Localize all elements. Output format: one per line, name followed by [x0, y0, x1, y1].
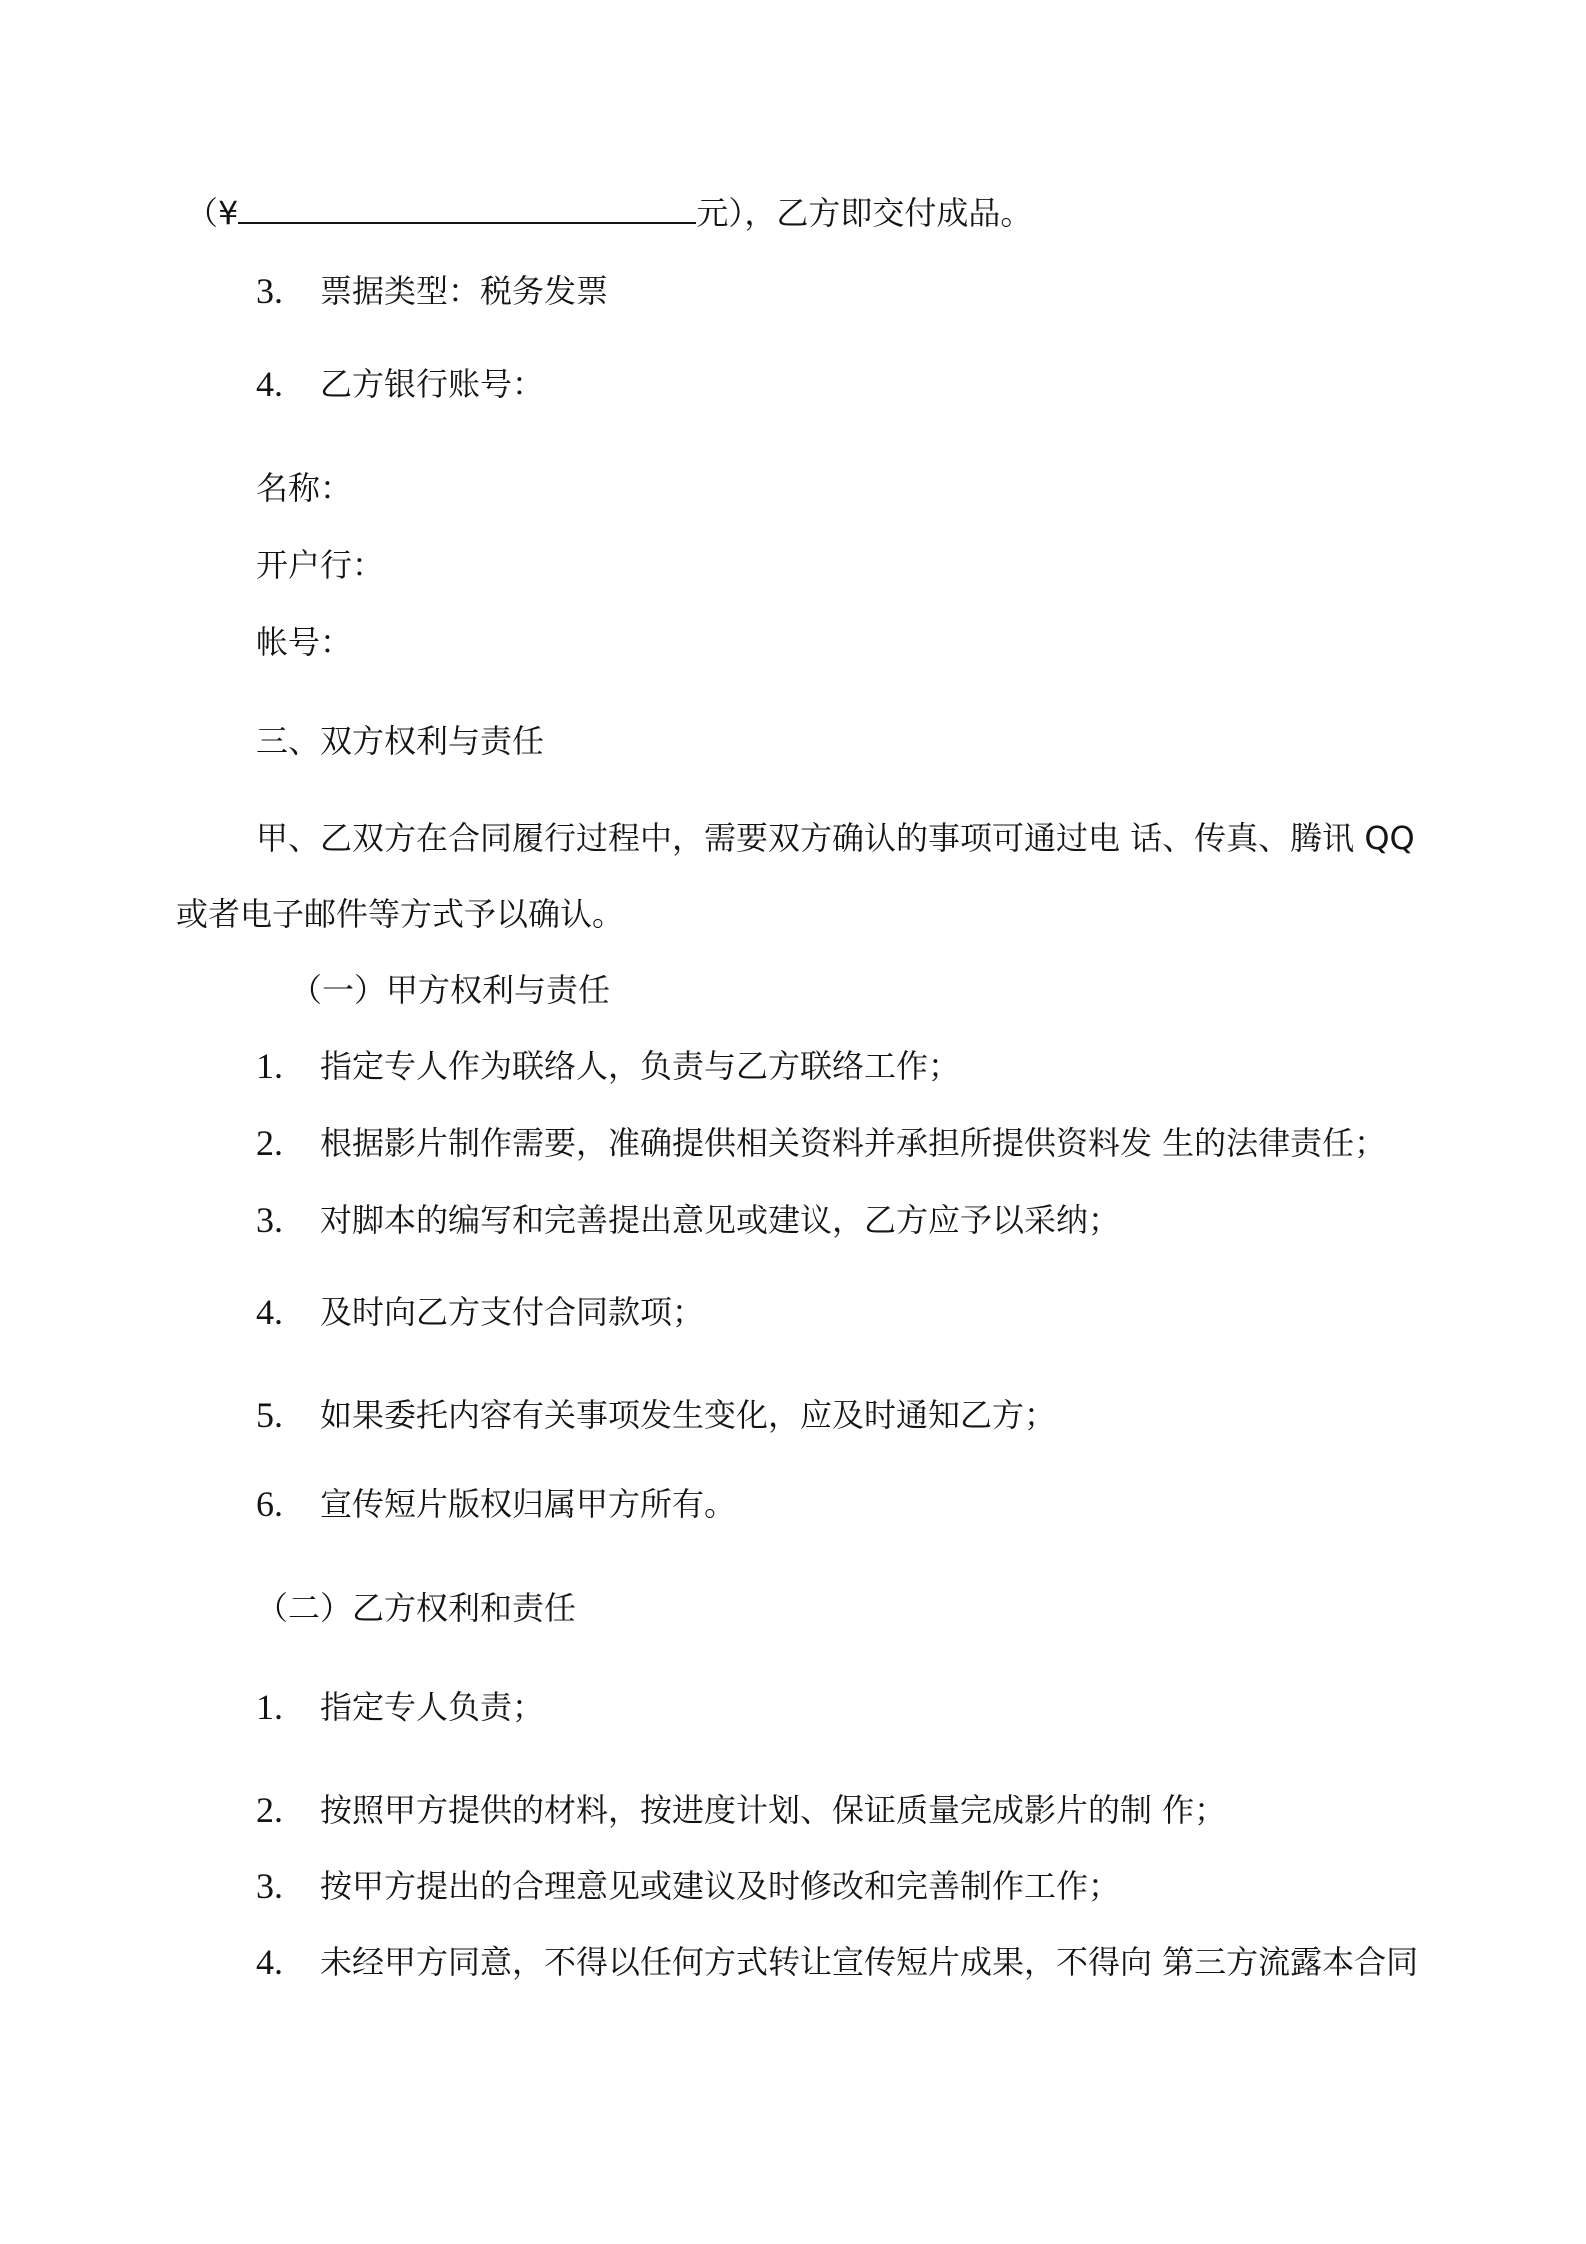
payment-amount-line	[186, 188, 1032, 233]
item-number: 4.	[256, 364, 283, 404]
bank-branch-label: 开户行：	[256, 546, 385, 584]
item-number: 6.	[256, 1484, 283, 1524]
party-b-item: 按甲方提出的合理意见或建议及时修改和完善制作工作；	[320, 1867, 1121, 1905]
party-a-item: 指定专人作为联络人，负责与乙方联络工作；	[320, 1047, 961, 1085]
item-number: 4.	[256, 1942, 283, 1982]
item-number: 3.	[256, 271, 283, 311]
party-b-item: 指定专人负责；	[320, 1688, 545, 1726]
paragraph-line: 甲、乙双方在合同履行过程中，需要双方确认的事项可通过电 话、传真、腾讯 QQ	[256, 819, 1415, 857]
bank-account-text: 乙方银行账号：	[320, 365, 545, 403]
item-number: 2.	[256, 1790, 283, 1830]
payment-suffix: 元），乙方即交付成品。	[696, 194, 1033, 232]
party-b-item: 按照甲方提供的材料，按进度计划、保证质量完成影片的制 作；	[320, 1791, 1227, 1829]
item-number: 1.	[256, 1046, 283, 1086]
bank-name-label: 名称：	[256, 469, 353, 507]
party-a-item: 如果委托内容有关事项发生变化，应及时通知乙方；	[320, 1396, 1057, 1434]
party-a-item: 对脚本的编写和完善提出意见或建议，乙方应予以采纳；	[320, 1201, 1121, 1239]
party-a-item: 根据影片制作需要，准确提供相关资料并承担所提供资料发 生的法律责任；	[320, 1124, 1387, 1162]
paragraph-line: 或者电子邮件等方式予以确认。	[176, 895, 625, 933]
item-number: 3.	[256, 1200, 283, 1240]
item-number: 3.	[256, 1866, 283, 1906]
item-number: 5.	[256, 1395, 283, 1435]
item-number: 1.	[256, 1687, 283, 1727]
item-number: 2.	[256, 1123, 283, 1163]
item-number: 4.	[256, 1292, 283, 1332]
account-number-label: 帐号：	[256, 623, 353, 661]
payment-prefix: （¥	[186, 194, 239, 232]
party-b-item: 未经甲方同意，不得以任何方式转让宣传短片成果，不得向 第三方流露本合同	[320, 1943, 1419, 1981]
party-b-heading: （二）乙方权利和责任	[256, 1589, 577, 1627]
party-a-item: 宣传短片版权归属甲方所有。	[320, 1485, 737, 1523]
invoice-type-text: 票据类型：税务发票	[320, 272, 609, 310]
party-a-heading: （一）甲方权利与责任	[290, 971, 611, 1009]
party-a-item: 及时向乙方支付合同款项；	[320, 1293, 705, 1331]
amount-blank	[238, 188, 696, 224]
section-heading: 三、双方权利与责任	[256, 722, 545, 760]
